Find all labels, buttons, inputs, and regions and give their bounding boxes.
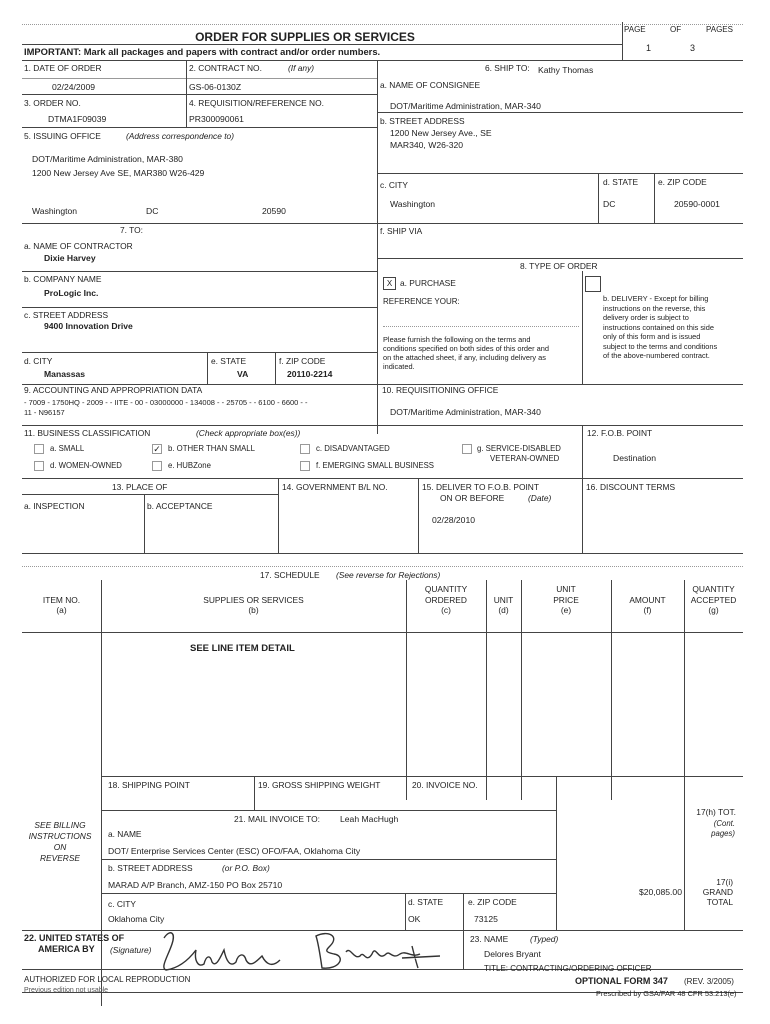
invoice-state-label: d. STATE bbox=[408, 897, 444, 907]
purchase-checkbox[interactable]: X bbox=[383, 277, 396, 290]
invoice-street-label: b. STREET ADDRESS bbox=[108, 863, 193, 873]
authorized-reproduction: AUTHORIZED FOR LOCAL REPRODUCTION bbox=[24, 975, 191, 984]
company-name-label: b. COMPANY NAME bbox=[24, 274, 102, 284]
place-of-label: 13. PLACE OF bbox=[112, 482, 168, 492]
gov-bl-label: 14. GOVERNMENT B/L NO. bbox=[282, 482, 388, 492]
gross-weight-label: 19. GROSS SHIPPING WEIGHT bbox=[258, 780, 381, 790]
invoice-zip-value: 73125 bbox=[474, 914, 498, 924]
contract-no-hint: (If any) bbox=[288, 63, 315, 73]
col-qty-accepted: QUANTITY ACCEPTED (g) bbox=[690, 584, 737, 615]
contractor-street-label: c. STREET ADDRESS bbox=[24, 310, 109, 320]
signature bbox=[150, 924, 460, 974]
col-supplies: SUPPLIES OR SERVICES (b) bbox=[203, 595, 304, 615]
col-qty-ordered: QUANTITY ORDERED (c) bbox=[424, 584, 468, 615]
contractor-city-value: Manassas bbox=[44, 369, 86, 379]
veteran-owned-label: VETERAN-OWNED bbox=[490, 454, 560, 463]
ship-state-label: d. STATE bbox=[603, 177, 639, 187]
invoice-city-label: c. CITY bbox=[108, 899, 136, 909]
invoice-no-label: 20. INVOICE NO. bbox=[412, 780, 478, 790]
business-class-label: 11. BUSINESS CLASSIFICATION bbox=[24, 428, 151, 438]
discount-terms-label: 16. DISCOUNT TERMS bbox=[586, 482, 676, 492]
women-owned-checkbox[interactable] bbox=[34, 461, 44, 471]
date-of-order-value: 02/24/2009 bbox=[52, 82, 96, 92]
consignee-value: DOT/Maritime Administration, MAR-340 bbox=[390, 101, 541, 111]
grand-total-label1: 17(i) bbox=[716, 877, 733, 887]
form-revision: (REV. 3/2005) bbox=[684, 977, 734, 986]
small-checkbox[interactable] bbox=[34, 444, 44, 454]
issuing-office-line2: 1200 New Jersey Ave SE, MAR380 W26-429 bbox=[32, 168, 205, 178]
schedule-label: 17. SCHEDULE bbox=[260, 570, 320, 580]
ship-zip-value: 20590-0001 bbox=[674, 199, 720, 209]
requisition-no-value: PR300090061 bbox=[189, 114, 244, 124]
type-of-order-label: 8. TYPE OF ORDER bbox=[520, 261, 598, 271]
contract-no-label: 2. CONTRACT NO. bbox=[189, 63, 262, 73]
fob-point-label: 12. F.O.B. POINT bbox=[587, 428, 653, 438]
inspection-label: a. INSPECTION bbox=[24, 501, 85, 511]
billing-instructions: SEE BILLING INSTRUCTIONS ON REVERSE bbox=[28, 820, 92, 863]
other-than-small-label: b. OTHER THAN SMALL bbox=[168, 444, 255, 453]
invoice-zip-label: e. ZIP CODE bbox=[468, 897, 517, 907]
contractor-name-label: a. NAME OF CONTRACTOR bbox=[24, 241, 133, 251]
delivery-order-note: b. DELIVERY - Except for billing instructions on the reverse, this delivery order is subject to instructions contained on this side only of this form and is issued subject to the terms and conditions of the above-numbered contract. bbox=[603, 294, 718, 360]
business-class-hint: (Check appropriate box(es)) bbox=[196, 428, 301, 438]
page-label: PAGE bbox=[624, 25, 646, 34]
issuing-office-zip: 20590 bbox=[262, 206, 286, 216]
requisitioning-office-value: DOT/Maritime Administration, MAR-340 bbox=[390, 407, 541, 417]
deliver-date-hint: (Date) bbox=[528, 493, 552, 503]
delivery-checkbox[interactable] bbox=[585, 276, 601, 292]
optional-form-label: OPTIONAL FORM 347 bbox=[575, 976, 668, 986]
contractor-state-label: e. STATE bbox=[211, 356, 247, 366]
of-label: OF bbox=[670, 25, 682, 34]
contractor-zip-value: 20110-2214 bbox=[287, 369, 333, 379]
on-or-before-label: ON OR BEFORE bbox=[440, 493, 505, 503]
requisition-no-label: 4. REQUISITION/REFERENCE NO. bbox=[189, 98, 324, 108]
important-notice: IMPORTANT: Mark all packages and papers with contract and/or order numbers. bbox=[24, 46, 381, 57]
women-owned-label: d. WOMEN-OWNED bbox=[50, 461, 122, 470]
invoice-street-value: MARAD A/P Branch, AMZ-150 PO Box 25710 bbox=[108, 880, 283, 890]
page-count: 3 bbox=[690, 43, 696, 53]
order-terms-note: Please furnish the following on the terms and conditions specified on both sides of this order and on the attached sheet, if any, including delivery as indicated. bbox=[383, 335, 549, 371]
contractor-name-value: Dixie Harvey bbox=[44, 253, 96, 263]
reference-your-label: REFERENCE YOUR: bbox=[383, 297, 460, 306]
purchase-label: a. PURCHASE bbox=[400, 278, 456, 288]
previous-edition: Previous edition not usable bbox=[24, 987, 109, 994]
page-number: 1 bbox=[646, 43, 652, 53]
contract-no-value: GS-06-0130Z bbox=[189, 82, 242, 92]
contractor-street-value: 9400 Innovation Drive bbox=[44, 321, 133, 331]
col-unit: UNIT (d) bbox=[493, 595, 514, 615]
service-disabled-checkbox[interactable] bbox=[462, 444, 472, 454]
typed-name-hint: (Typed) bbox=[530, 934, 559, 944]
usa-label2: AMERICA BY bbox=[38, 944, 95, 954]
shipping-point-label: 18. SHIPPING POINT bbox=[108, 780, 190, 790]
deliver-fob-label: 15. DELIVER TO F.O.B. POINT bbox=[422, 482, 539, 492]
ship-zip-label: e. ZIP CODE bbox=[658, 177, 707, 187]
usa-label1: 22. UNITED STATES OF bbox=[24, 933, 125, 943]
ship-street-line1: 1200 New Jersey Ave., SE bbox=[390, 128, 492, 138]
accounting-label: 9. ACCOUNTING AND APPROPRIATION DATA bbox=[24, 385, 203, 395]
issuing-office-label: 5. ISSUING OFFICE bbox=[24, 131, 101, 141]
typed-name-label: 23. NAME bbox=[470, 934, 509, 944]
typed-name-value: Delores Bryant bbox=[484, 949, 541, 959]
invoice-name-value: DOT/ Enterprise Services Center (ESC) OFO/FAA, Oklahoma City bbox=[108, 846, 361, 856]
mail-invoice-label: 21. MAIL INVOICE TO: bbox=[234, 814, 320, 824]
officer-title: TITLE: CONTRACTING/ORDERING OFFICER bbox=[484, 964, 652, 973]
signature-hint: (Signature) bbox=[110, 945, 152, 955]
fob-point-value: Destination bbox=[613, 453, 656, 463]
form-title: ORDER FOR SUPPLIES OR SERVICES bbox=[195, 30, 415, 44]
emerging-small-checkbox[interactable] bbox=[300, 461, 310, 471]
ship-via-label: f. SHIP VIA bbox=[380, 226, 423, 236]
to-label: 7. TO: bbox=[120, 225, 143, 235]
order-no-label: 3. ORDER NO. bbox=[24, 98, 81, 108]
acceptance-label: b. ACCEPTANCE bbox=[147, 501, 213, 511]
contractor-city-label: d. CITY bbox=[24, 356, 53, 366]
consignee-label: a. NAME OF CONSIGNEE bbox=[380, 80, 481, 90]
invoice-name-label: a. NAME bbox=[108, 829, 142, 839]
contractor-zip-label: f. ZIP CODE bbox=[279, 356, 326, 366]
ship-city-label: c. CITY bbox=[380, 180, 408, 190]
total-cont-hint2: pages) bbox=[711, 829, 735, 838]
issuing-office-state: DC bbox=[146, 206, 159, 216]
total-cont-hint1: (Cont. bbox=[713, 819, 735, 828]
accounting-line2: 11 - N96157 bbox=[24, 408, 65, 417]
col-amount: AMOUNT (f) bbox=[629, 595, 666, 615]
issuing-office-line1: DOT/Maritime Administration, MAR-380 bbox=[32, 154, 183, 164]
pages-label: PAGES bbox=[706, 25, 733, 34]
ship-state-value: DC bbox=[603, 199, 616, 209]
invoice-state-value: OK bbox=[408, 914, 421, 924]
schedule-hint: (See reverse for Rejections) bbox=[336, 570, 441, 580]
mail-invoice-value: Leah MacHugh bbox=[340, 814, 399, 824]
service-disabled-label: g. SERVICE-DISABLED bbox=[477, 444, 561, 453]
order-no-value: DTMA1F09039 bbox=[48, 114, 107, 124]
other-than-small-checkbox[interactable]: ✓ bbox=[153, 444, 161, 454]
total-cont-label: 17(h) TOT. bbox=[696, 807, 736, 817]
ship-city-value: Washington bbox=[390, 199, 436, 209]
see-line-item-detail: SEE LINE ITEM DETAIL bbox=[190, 643, 295, 654]
grand-total-label3: TOTAL bbox=[706, 897, 733, 907]
invoice-city-value: Oklahoma City bbox=[108, 914, 165, 924]
deliver-date-value: 02/28/2010 bbox=[432, 515, 476, 525]
ship-street-label: b. STREET ADDRESS bbox=[380, 116, 465, 126]
small-label: a. SMALL bbox=[50, 444, 85, 453]
grand-total-amount: $20,085.00 bbox=[638, 887, 682, 897]
col-item-no: ITEM NO. (a) bbox=[42, 595, 81, 615]
hubzone-checkbox[interactable] bbox=[152, 461, 162, 471]
col-unit-price: UNIT PRICE (e) bbox=[553, 584, 579, 615]
grand-total-label2: GRAND bbox=[702, 887, 733, 897]
prescribed-by: Prescribed by GSA/FAR 48 CFR 53.213(e) bbox=[596, 989, 737, 998]
disadvantaged-checkbox[interactable] bbox=[300, 444, 310, 454]
ship-to-label: 6. SHIP TO: bbox=[485, 63, 530, 73]
date-of-order-label: 1. DATE OF ORDER bbox=[24, 63, 102, 73]
requisitioning-office-label: 10. REQUISITIONING OFFICE bbox=[382, 385, 499, 395]
hubzone-label: e. HUBZone bbox=[168, 461, 211, 470]
issuing-office-city: Washington bbox=[32, 206, 78, 216]
ship-street-line2: MAR340, W26-320 bbox=[390, 140, 464, 150]
invoice-street-hint: (or P.O. Box) bbox=[222, 863, 270, 873]
accounting-line1: - 7009 - 1750HQ - 2009 - - IITE - 00 - 03000000 - 134008 - - 25705 - - 6100 - 6600 - - bbox=[24, 398, 308, 407]
contractor-state-value: VA bbox=[237, 369, 249, 379]
ship-to-value: Kathy Thomas bbox=[538, 65, 594, 75]
emerging-small-label: f. EMERGING SMALL BUSINESS bbox=[316, 461, 434, 470]
disadvantaged-label: c. DISADVANTAGED bbox=[316, 444, 390, 453]
issuing-office-hint: (Address correspondence to) bbox=[126, 131, 234, 141]
company-name-value: ProLogic Inc. bbox=[44, 288, 99, 298]
